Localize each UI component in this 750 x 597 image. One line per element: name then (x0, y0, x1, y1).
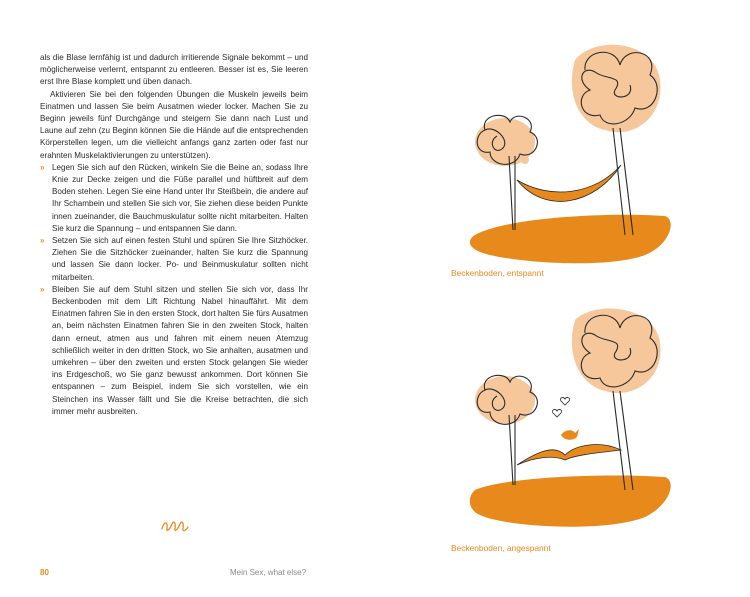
ground-shape (470, 476, 671, 527)
caption-relaxed: Beckenboden, entspannt (451, 268, 544, 278)
bullet-mark: » (40, 236, 45, 246)
bullet-text: Bleiben Sie auf dem Stuhl sitzen und stellen Sie sich vor, dass Ihr Beckenboden mit dem Lift Richtung Nabel hinauffährt. Mit dem Einatmen fahren Sie in den ersten Stock, dort halten Sie fürs Ausatmen an, beim nächsten Einatmen fahren Sie in den zweiten Stock, halten dann erneut, atmen aus und fahren mit einem neuen Atemzug schließlich weiter in den dritten Stock, wo Sie anhalten, ausatmen und umkehren – über den zweiten und ersten Stock gelangen Sie wieder ins Erdgeschoß, wo Sie ganz bewusst ankommen. Dort können Sie entspannen – zum Beispiel, indem Sie sich vorstellen, wie ein Steinchen ins Wasser fällt und Sie die Kreise betrachten, die sich immer mehr ausbreiten. (52, 284, 308, 416)
bullet-mark: » (40, 162, 45, 172)
page-footer (40, 568, 49, 577)
heart-icon (560, 398, 569, 405)
bullet-item (40, 162, 308, 235)
page-number: 80 (40, 568, 49, 577)
hammock (517, 165, 621, 201)
bullet-mark: » (40, 284, 45, 294)
ground-shape (470, 215, 671, 263)
heart-icon (552, 410, 561, 417)
paragraph: Aktivieren Sie bei den folgenden Übungen die Muskeln jeweils beim Einatmen und lassen Sie beim Ausatmen wieder locker. Machen Sie zu Beginn jeweils fünf Durchgänge und steigern Sie dann nach Lust und Laune auf zehn (zu Beginn können Sie die Hände auf die entsprechenden Körperstellen legen, um die vielleicht anfangs ganz zarten oder fast nur erahnten Muskelaktivierungen zu unterstützen). (40, 89, 308, 160)
bird-icon (561, 429, 579, 440)
running-head: Mein Sex, what else? (230, 568, 307, 577)
bullet-item (40, 235, 308, 284)
small-tree-crown (475, 376, 535, 424)
hammock-trees-relaxed-illustration (465, 30, 675, 270)
hammock (517, 445, 621, 465)
bullet-text: Setzen Sie sich auf einen festen Stuhl und spüren Sie Ihre Sitzhöcker. Ziehen Sie die Sitzhöcker zueinander, halten Sie kurz die Spannung und lassen Sie dann locker. Po- und Beinmuskulatur sollten nicht mitarbeiten. (52, 236, 308, 282)
bullet-item (40, 284, 308, 418)
paragraph: als die Blase lernfähig ist und dadurch irritierende Signale bekommt – und möglicherweise verlernt, entspannt zu entleeren. Besser ist es, Sie leeren erst Ihre Blase komplett und üben danach. (40, 53, 308, 87)
caption-tense: Beckenboden, angespannt (451, 543, 551, 553)
hammock-trees-tense-illustration (465, 305, 675, 545)
bullet-text: Legen Sie sich auf den Rücken, winkeln Sie die Beine an, sodass Ihre Knie zur Decke zeigen und die Füße parallel und hüftbreit auf dem Boden stehen. Legen Sie eine Hand unter Ihr Steißbein, die andere auf Ihr Schambein und stellen Sie sich vor, Sie ziehen diese beiden Punkte innen zueinander, die Bauchmuskulatur sollte nicht mitarbeiten. Halten Sie kurz die Spannung – und entspannen Sie dann. (52, 162, 308, 233)
swirl-ornament-icon (160, 519, 190, 533)
body-text (40, 52, 308, 418)
